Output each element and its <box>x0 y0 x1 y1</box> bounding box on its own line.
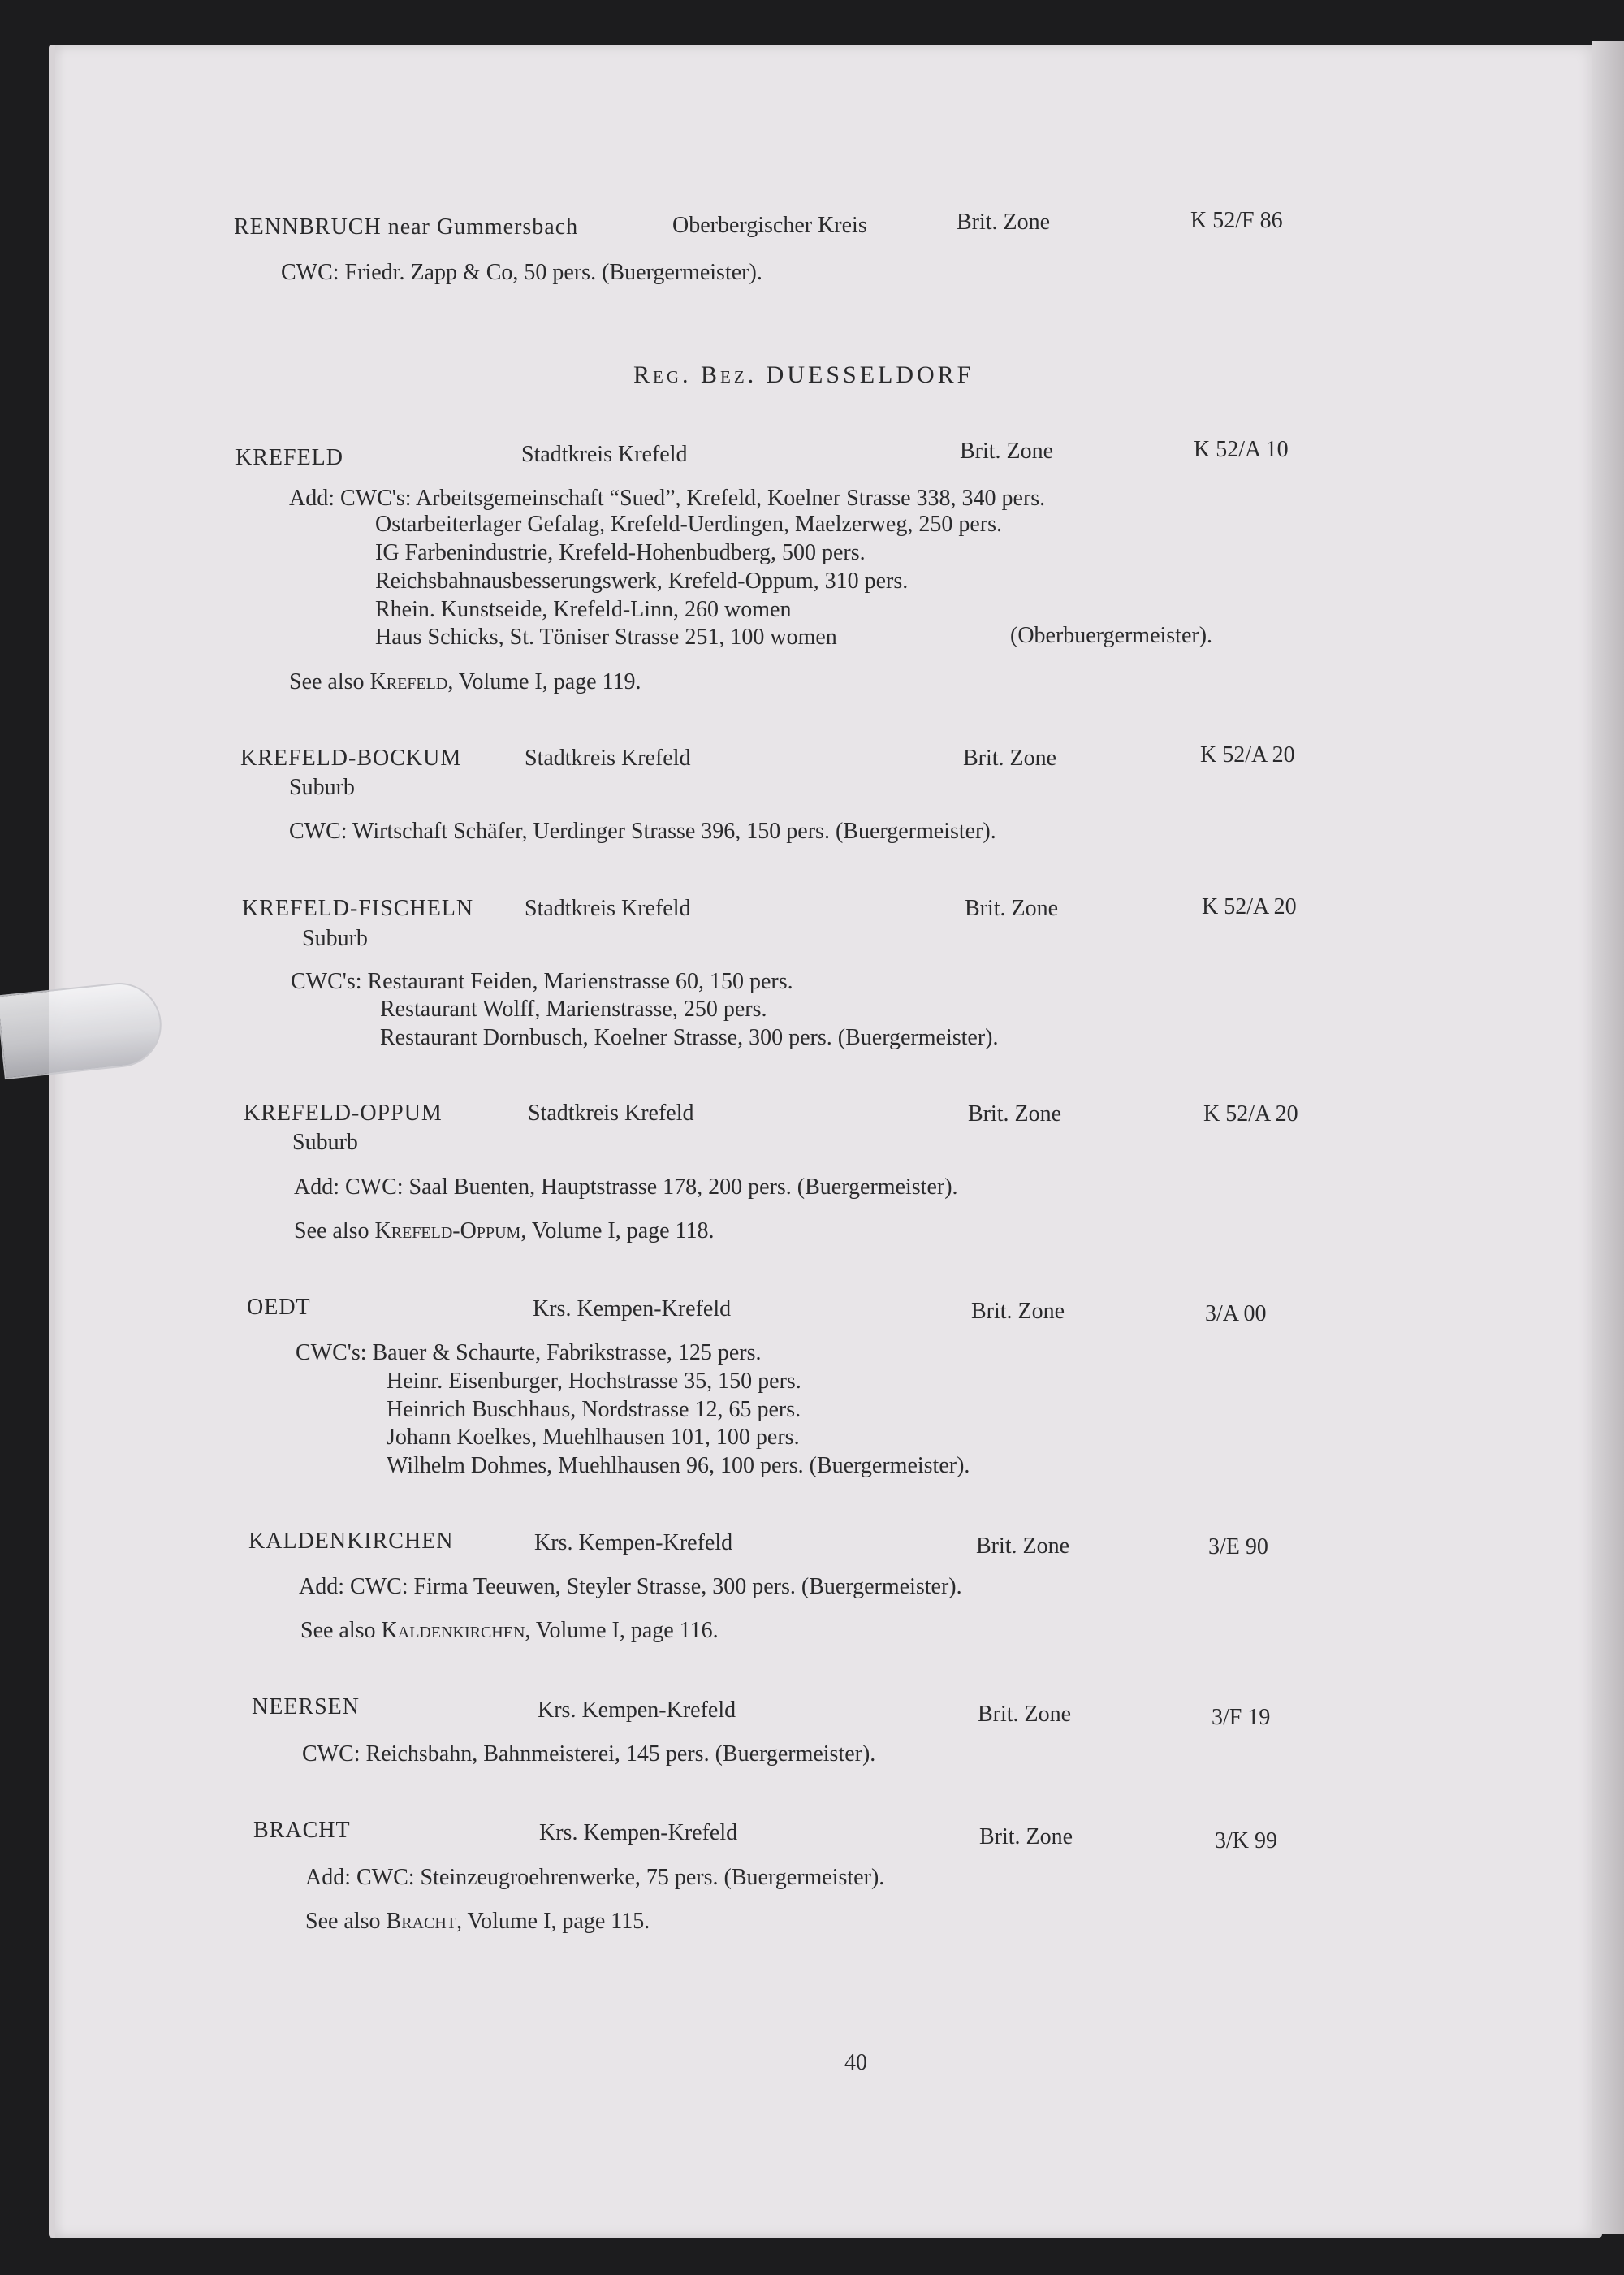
see-also-name: Krefeld <box>369 669 448 694</box>
entry-place: KREFELD-OPPUM <box>244 1101 443 1126</box>
entry-suburb: Suburb <box>289 775 355 800</box>
entry-zone: Brit. Zone <box>971 1299 1065 1324</box>
page-edge <box>1592 41 1624 2234</box>
entry-line: Haus Schicks, St. Töniser Strasse 251, 100 women <box>375 625 837 650</box>
entry-suburb: Suburb <box>292 1130 358 1155</box>
entry-line: Rhein. Kunstseide, Krefeld-Linn, 260 women <box>375 597 792 622</box>
entry-line: Restaurant Dornbusch, Koelner Strasse, 300 pers. (Buergermeister). <box>380 1025 999 1050</box>
entry-district: Stadtkreis Krefeld <box>525 896 691 921</box>
entry-zone: Brit. Zone <box>978 1702 1072 1727</box>
entry-ref: 3/K 99 <box>1215 1828 1277 1853</box>
entry-suburb: Suburb <box>302 926 368 951</box>
see-also-suffix: , Volume I, page 119. <box>447 669 641 694</box>
page-number: 40 <box>844 2050 867 2075</box>
see-also <box>294 1220 715 1243</box>
entry-line: Johann Koelkes, Muehlhausen 101, 100 pers. <box>387 1425 800 1450</box>
entry-district: Krs. Kempen-Krefeld <box>533 1296 732 1321</box>
entry-ref: 3/F 19 <box>1212 1705 1271 1730</box>
see-also-suffix: , Volume I, page 116. <box>525 1618 719 1643</box>
entry-line: CWC: Wirtschaft Schäfer, Uerdinger Strasse 396, 150 pers. (Buergermeister). <box>289 819 996 844</box>
entry-place: BRACHT <box>253 1818 351 1843</box>
entry-zone: Brit. Zone <box>968 1101 1062 1127</box>
entry-line: Wilhelm Dohmes, Muehlhausen 96, 100 pers. (Buergermeister). <box>387 1453 970 1478</box>
entry-district: Krs. Kempen-Krefeld <box>538 1698 736 1723</box>
see-also-prefix: See also <box>289 669 370 694</box>
see-also-name: Bracht <box>386 1909 456 1934</box>
see-also-prefix: See also <box>294 1218 375 1243</box>
entry-zone: Brit. Zone <box>979 1824 1073 1849</box>
entry-zone: Brit. Zone <box>960 439 1054 464</box>
see-also-prefix: See also <box>305 1909 387 1934</box>
entry-district: Stadtkreis Krefeld <box>528 1101 694 1126</box>
entry-line: Add: CWC: Steinzeugroehrenwerke, 75 pers. (Buergermeister). <box>305 1865 885 1890</box>
see-also <box>300 1620 719 1642</box>
entry-district: Stadtkreis Krefeld <box>521 442 688 467</box>
entry-place: KREFELD <box>235 445 343 470</box>
see-also-prefix: See also <box>300 1618 382 1643</box>
see-also-name: Krefeld-Oppum <box>374 1218 521 1243</box>
see-also <box>289 671 641 694</box>
entry-zone: Brit. Zone <box>965 896 1059 921</box>
entry-ref: K 52/A 10 <box>1194 437 1289 462</box>
entry-district: Krs. Kempen-Krefeld <box>539 1820 738 1845</box>
entry-line: IG Farbenindustrie, Krefeld-Hohenbudberg, 500 pers. <box>375 540 866 565</box>
entry-line: CWC's: Restaurant Feiden, Marienstrasse 60, 150 pers. <box>291 969 793 994</box>
see-also-suffix: , Volume I, page 115. <box>456 1909 650 1934</box>
entry-line: Heinr. Eisenburger, Hochstrasse 35, 150 pers. <box>387 1369 801 1394</box>
entry-zone: Brit. Zone <box>963 746 1057 771</box>
entry-line: Add: CWC: Firma Teeuwen, Steyler Strasse, 300 pers. (Buergermeister). <box>299 1574 962 1599</box>
entry-ref: 3/A 00 <box>1205 1301 1267 1326</box>
entry-ref: K 52/F 86 <box>1190 208 1283 233</box>
entry-ref: K 52/A 20 <box>1200 742 1295 768</box>
entry-line: Restaurant Wolff, Marienstrasse, 250 pers. <box>380 997 767 1022</box>
entry-place: OEDT <box>247 1295 311 1320</box>
entry-place: NEERSEN <box>252 1694 360 1719</box>
see-also-name: Kaldenkirchen <box>381 1618 525 1643</box>
entry-line: Add: CWC: Saal Buenten, Hauptstrasse 178, 200 pers. (Buergermeister). <box>294 1174 958 1200</box>
see-also-suffix: , Volume I, page 118. <box>520 1218 715 1243</box>
entry-line: Reichsbahnausbesserungswerk, Krefeld-Oppum, 310 pers. <box>375 569 909 594</box>
entry-line: CWC: Reichsbahn, Bahnmeisterei, 145 pers. (Buergermeister). <box>302 1741 876 1767</box>
entry-line: CWC's: Bauer & Schaurte, Fabrikstrasse, 125 pers. <box>296 1340 762 1365</box>
entry-line: Add: CWC's: Arbeitsgemeinschaft “Sued”, Krefeld, Koelner Strasse 338, 340 pers. <box>289 486 1046 511</box>
entry-line-note: (Oberbuergermeister). <box>1010 623 1213 648</box>
entry-district: Stadtkreis Krefeld <box>525 746 691 771</box>
entry-place: RENNBRUCH near Gummersbach <box>234 214 579 240</box>
entry-district: Krs. Kempen-Krefeld <box>534 1530 733 1555</box>
district-heading: Reg. Bez. DUESSELDORF <box>633 361 974 388</box>
entry-line: CWC: Friedr. Zapp & Co, 50 pers. (Buergermeister). <box>281 260 762 285</box>
entry-ref: K 52/A 20 <box>1203 1101 1298 1127</box>
entry-place: KREFELD-FISCHELN <box>242 896 474 921</box>
entry-line: Ostarbeiterlager Gefalag, Krefeld-Uerdingen, Maelzerweg, 250 pers. <box>375 512 1002 537</box>
entry-zone: Brit. Zone <box>957 210 1051 235</box>
entry-district: Oberbergischer Kreis <box>672 213 867 238</box>
entry-ref: K 52/A 20 <box>1202 894 1297 919</box>
entry-line: Heinrich Buschhaus, Nordstrasse 12, 65 pers. <box>387 1397 801 1422</box>
entry-ref: 3/E 90 <box>1208 1534 1268 1559</box>
entry-place: KREFELD-BOCKUM <box>240 746 462 771</box>
see-also <box>305 1910 650 1933</box>
entry-zone: Brit. Zone <box>976 1533 1070 1559</box>
entry-place: KALDENKIRCHEN <box>248 1529 454 1554</box>
